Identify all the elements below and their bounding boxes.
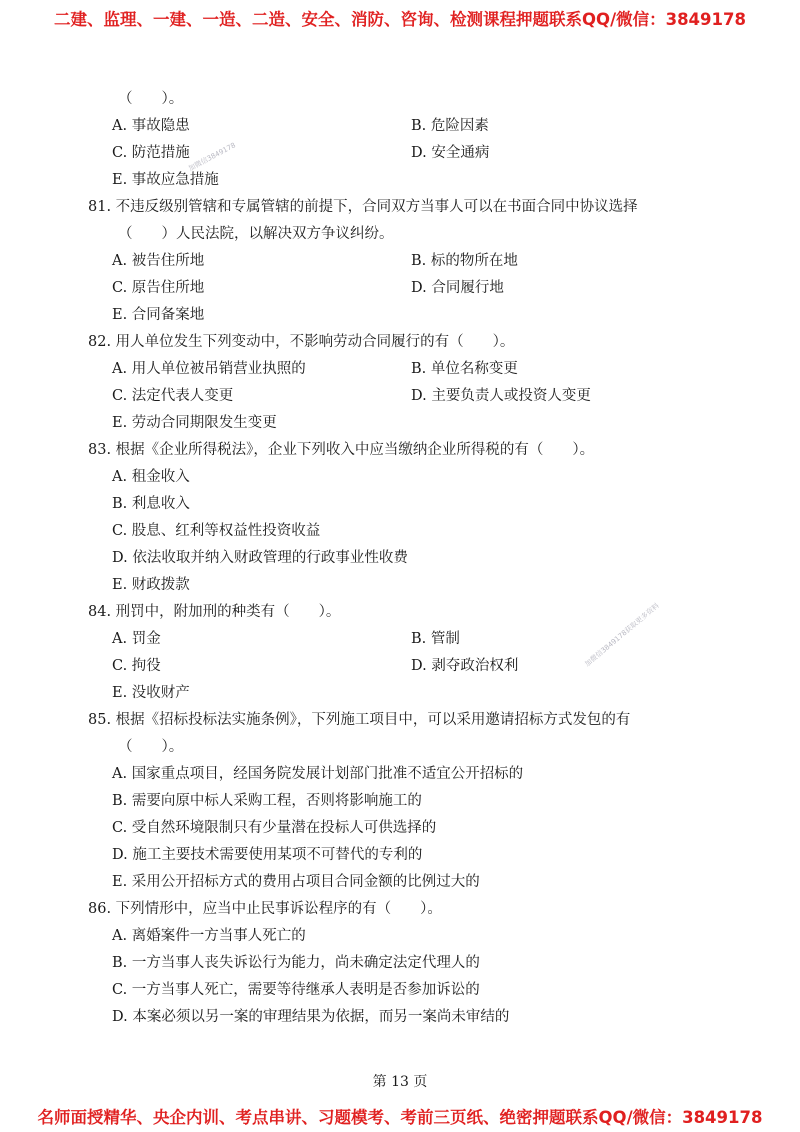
q81-option-e: E. 合同备案地 [112, 307, 205, 323]
q84-option-b: B. 管制 [411, 631, 460, 647]
q81-stem: 81. 不违反级别管辖和专属管辖的前提下，合同双方当事人可以在书面合同中协议选择 [88, 199, 638, 215]
header-banner: 二建、监理、一建、一造、二造、安全、消防、咨询、检测课程押题联系QQ/微信：3849178 [54, 10, 746, 29]
q81-option-d: D. 合同履行地 [411, 280, 504, 296]
q82-option-e: E. 劳动合同期限发生变更 [112, 415, 277, 431]
q86-stem: 86. 下列情形中，应当中止民事诉讼程序的有（ ）。 [88, 901, 442, 917]
q82-option-a: A. 用人单位被吊销营业执照的 [112, 361, 306, 377]
q85-stem-continuation: （ ）。 [118, 739, 184, 755]
q84-option-a: A. 罚金 [112, 631, 161, 647]
q80-option-e: E. 事故应急措施 [112, 172, 219, 188]
q80-option-c: C. 防范措施 [112, 145, 190, 161]
page-number: 第 13 页 [372, 1074, 428, 1090]
q86-option-c: C. 一方当事人死亡，需要等待继承人表明是否参加诉讼的 [112, 982, 480, 998]
q81-stem-continuation: （ ）人民法院，以解决双方争议纠纷。 [118, 226, 394, 242]
q83-option-b: B. 利息收入 [112, 496, 190, 512]
q81-option-b: B. 标的物所在地 [411, 253, 518, 269]
watermark-diagonal: 加微信3849178获取更多资料 [583, 601, 661, 669]
q80-stem-continuation: （ ）。 [118, 91, 184, 107]
q83-option-e: E. 财政拨款 [112, 577, 190, 593]
q85-option-b: B. 需要向原中标人采购工程，否则将影响施工的 [112, 793, 422, 809]
q81-option-a: A. 被告住所地 [112, 253, 205, 269]
q80-option-b: B. 危险因素 [411, 118, 489, 134]
q80-option-a: A. 事故隐患 [112, 118, 190, 134]
q84-option-c: C. 拘役 [112, 658, 161, 674]
q85-option-d: D. 施工主要技术需要使用某项不可替代的专利的 [112, 847, 423, 863]
q82-option-c: C. 法定代表人变更 [112, 388, 234, 404]
q82-option-d: D. 主要负责人或投资人变更 [411, 388, 591, 404]
q85-option-a: A. 国家重点项目，经国务院发展计划部门批准不适宜公开招标的 [112, 766, 524, 782]
q86-option-d: D. 本案必须以另一案的审理结果为依据，而另一案尚未审结的 [112, 1009, 510, 1025]
footer-banner: 名师面授精华、央企内训、考点串讲、习题模考、考前三页纸、绝密押题联系QQ/微信：3849178 [37, 1108, 763, 1127]
q85-option-e: E. 采用公开招标方式的费用占项目合同金额的比例过大的 [112, 874, 480, 890]
q85-stem: 85. 根据《招标投标法实施条例》，下列施工项目中，可以采用邀请招标方式发包的有 [88, 712, 631, 728]
q84-stem: 84. 刑罚中，附加刑的种类有（ ）。 [88, 604, 341, 620]
q82-option-b: B. 单位名称变更 [411, 361, 518, 377]
watermark-small: 加微信3849178 [187, 141, 238, 173]
q83-option-d: D. 依法收取并纳入财政管理的行政事业性收费 [112, 550, 408, 566]
q83-option-c: C. 股息、红利等权益性投资收益 [112, 523, 321, 539]
q84-option-d: D. 剥夺政治权利 [411, 658, 519, 674]
q82-stem: 82. 用人单位发生下列变动中，不影响劳动合同履行的有（ ）。 [88, 334, 515, 350]
q83-stem: 83. 根据《企业所得税法》，企业下列收入中应当缴纳企业所得税的有（ ）。 [88, 442, 595, 458]
q81-option-c: C. 原告住所地 [112, 280, 205, 296]
q86-option-b: B. 一方当事人丧失诉讼行为能力，尚未确定法定代理人的 [112, 955, 480, 971]
q80-option-d: D. 安全通病 [411, 145, 490, 161]
q83-option-a: A. 租金收入 [112, 469, 190, 485]
q85-option-c: C. 受自然环境限制只有少量潜在投标人可供选择的 [112, 820, 437, 836]
q84-option-e: E. 没收财产 [112, 685, 190, 701]
q86-option-a: A. 离婚案件一方当事人死亡的 [112, 928, 306, 944]
